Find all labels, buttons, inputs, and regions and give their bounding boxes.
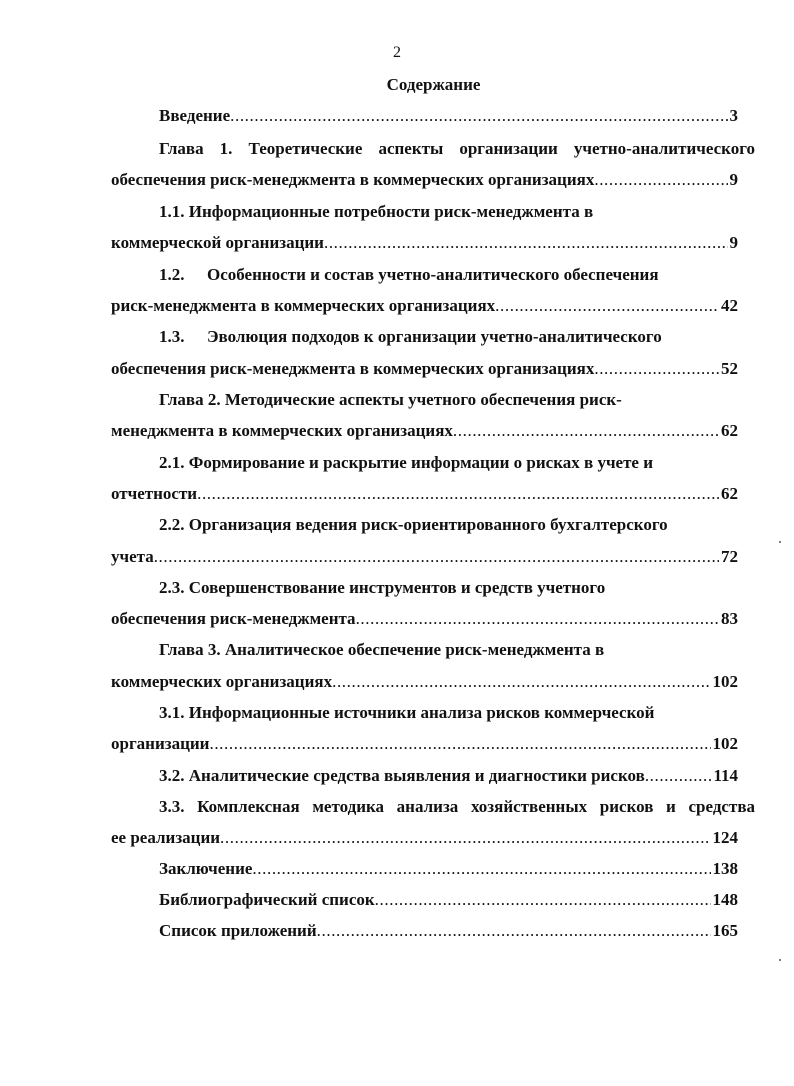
toc-entry-section-1-1-line-2[interactable] xyxy=(111,232,738,254)
toc-entry-introduction[interactable] xyxy=(159,105,738,127)
toc-entry-chapter-2-line-2[interactable] xyxy=(111,420,738,442)
dot-leader xyxy=(220,827,710,849)
dot-leader xyxy=(453,420,719,442)
toc-entry-section-2-1-line-1[interactable]: 2.1. Формирование и раскрытие информации о рисках в учете и xyxy=(159,453,654,472)
toc-page-number: 52 xyxy=(721,359,738,378)
toc-page-number: 124 xyxy=(712,828,738,847)
toc-entry-section-3-1-line-2[interactable] xyxy=(111,733,738,755)
scan-speck xyxy=(779,541,781,543)
dot-leader xyxy=(332,671,710,693)
toc-entry-chapter-3-line-1[interactable]: Глава 3. Аналитическое обеспечение риск-менеджмента в xyxy=(159,640,605,659)
toc-page-number: 72 xyxy=(721,547,738,566)
toc-entry-label: коммерческой организации xyxy=(111,233,324,252)
toc-entry-bibliography[interactable] xyxy=(159,889,738,911)
toc-page-number: 62 xyxy=(721,484,738,503)
toc-entry-section-3-2[interactable] xyxy=(159,765,738,787)
toc-entry-label: Введение xyxy=(159,106,231,125)
toc-page-number: 165 xyxy=(712,921,738,940)
toc-page-number: 42 xyxy=(721,296,738,315)
dot-leader xyxy=(594,169,727,191)
toc-page-number: 83 xyxy=(721,609,738,628)
scan-speck xyxy=(779,959,781,961)
dot-leader xyxy=(324,232,728,254)
dot-leader xyxy=(594,358,719,380)
toc-page-number: 9 xyxy=(729,170,738,189)
toc-entry-section-2-3-line-2[interactable] xyxy=(111,608,738,630)
dot-leader xyxy=(209,733,710,755)
toc-entry-label: обеспечения риск-менеджмента в коммерческих организациях xyxy=(111,170,595,189)
page-title: Содержание xyxy=(386,75,481,94)
toc-entry-chapter-3-line-2[interactable] xyxy=(111,671,738,693)
dot-leader xyxy=(252,858,710,880)
toc-entry-label: Список приложений xyxy=(159,921,317,940)
dot-leader xyxy=(197,483,719,505)
toc-entry-label: риск-менеджмента в коммерческих организациях xyxy=(111,296,496,315)
toc-page-number: 102 xyxy=(712,734,738,753)
toc-page-number: 148 xyxy=(712,890,738,909)
toc-entry-appendices[interactable] xyxy=(159,920,738,942)
toc-page-number: 9 xyxy=(729,233,738,252)
dot-leader xyxy=(230,105,727,127)
toc-entry-label: ее реализации xyxy=(111,828,221,847)
toc-page-number: 3 xyxy=(729,106,738,125)
toc-entry-chapter-1-line-2[interactable] xyxy=(111,169,738,191)
dot-leader xyxy=(495,295,719,317)
toc-entry-section-3-3-line-1[interactable]: 3.3. Комплексная методика анализа хозяйственных рисков и средства xyxy=(159,797,755,816)
toc-entry-label: Заключение xyxy=(159,859,253,878)
dot-leader xyxy=(375,889,711,911)
toc-entry-label: учета xyxy=(111,547,154,566)
toc-entry-conclusion[interactable] xyxy=(159,858,738,880)
dot-leader xyxy=(317,920,711,942)
toc-entry-chapter-2-line-1[interactable]: Глава 2. Методические аспекты учетного обеспечения риск- xyxy=(159,390,622,409)
toc-entry-section-1-3-line-2[interactable] xyxy=(111,358,738,380)
toc-entry-section-1-2-line-2[interactable] xyxy=(111,295,738,317)
section-number: 1.2. xyxy=(159,265,185,284)
toc-entry-section-3-1-line-1[interactable]: 3.1. Информационные источники анализа рисков коммерческой xyxy=(159,703,655,722)
dot-leader xyxy=(356,608,719,630)
toc-entry-label: Библиографический список xyxy=(159,890,375,909)
toc-entry-section-2-2-line-2[interactable] xyxy=(111,546,738,568)
toc-entry-section-1-1-line-1[interactable]: 1.1. Информационные потребности риск-менеджмента в xyxy=(159,202,594,221)
toc-entry-section-2-2-line-1[interactable]: 2.2. Организация ведения риск-ориентированного бухгалтерского xyxy=(159,515,668,534)
toc-entry-label: обеспечения риск-менеджмента xyxy=(111,609,356,628)
toc-page-number: 102 xyxy=(712,672,738,691)
toc-entry-label: Особенности и состав учетно-аналитического обеспечения xyxy=(207,265,659,284)
toc-entry-label: отчетности xyxy=(111,484,198,503)
toc-entry-section-1-2-line-1[interactable] xyxy=(159,264,738,286)
toc-page-number: 62 xyxy=(721,421,738,440)
page-number: 2 xyxy=(393,44,401,61)
toc-entry-label: Эволюция подходов к организации учетно-аналитического xyxy=(207,327,662,346)
toc-entry-label: коммерческих организациях xyxy=(111,672,333,691)
section-number: 1.3. xyxy=(159,327,185,346)
toc-entry-label: обеспечения риск-менеджмента в коммерческих организациях xyxy=(111,359,595,378)
toc-entry-section-2-3-line-1[interactable]: 2.3. Совершенствование инструментов и средств учетного xyxy=(159,578,606,597)
toc-entry-label: 3.2. Аналитические средства выявления и диагностики рисков xyxy=(159,766,645,785)
toc-entry-chapter-1-line-1[interactable]: Глава 1. Теоретические аспекты организации учетно-аналитического xyxy=(159,139,755,158)
toc-page-number: 114 xyxy=(713,766,738,785)
toc-entry-section-2-1-line-2[interactable] xyxy=(111,483,738,505)
toc-entry-label: менеджмента в коммерческих организациях xyxy=(111,421,453,440)
toc-page-number: 138 xyxy=(712,859,738,878)
dot-leader xyxy=(154,546,719,568)
toc-entry-section-3-3-line-2[interactable] xyxy=(111,827,738,849)
dot-leader xyxy=(645,765,712,787)
toc-entry-label: организации xyxy=(111,734,210,753)
toc-entry-section-1-3-line-1[interactable] xyxy=(159,326,738,348)
